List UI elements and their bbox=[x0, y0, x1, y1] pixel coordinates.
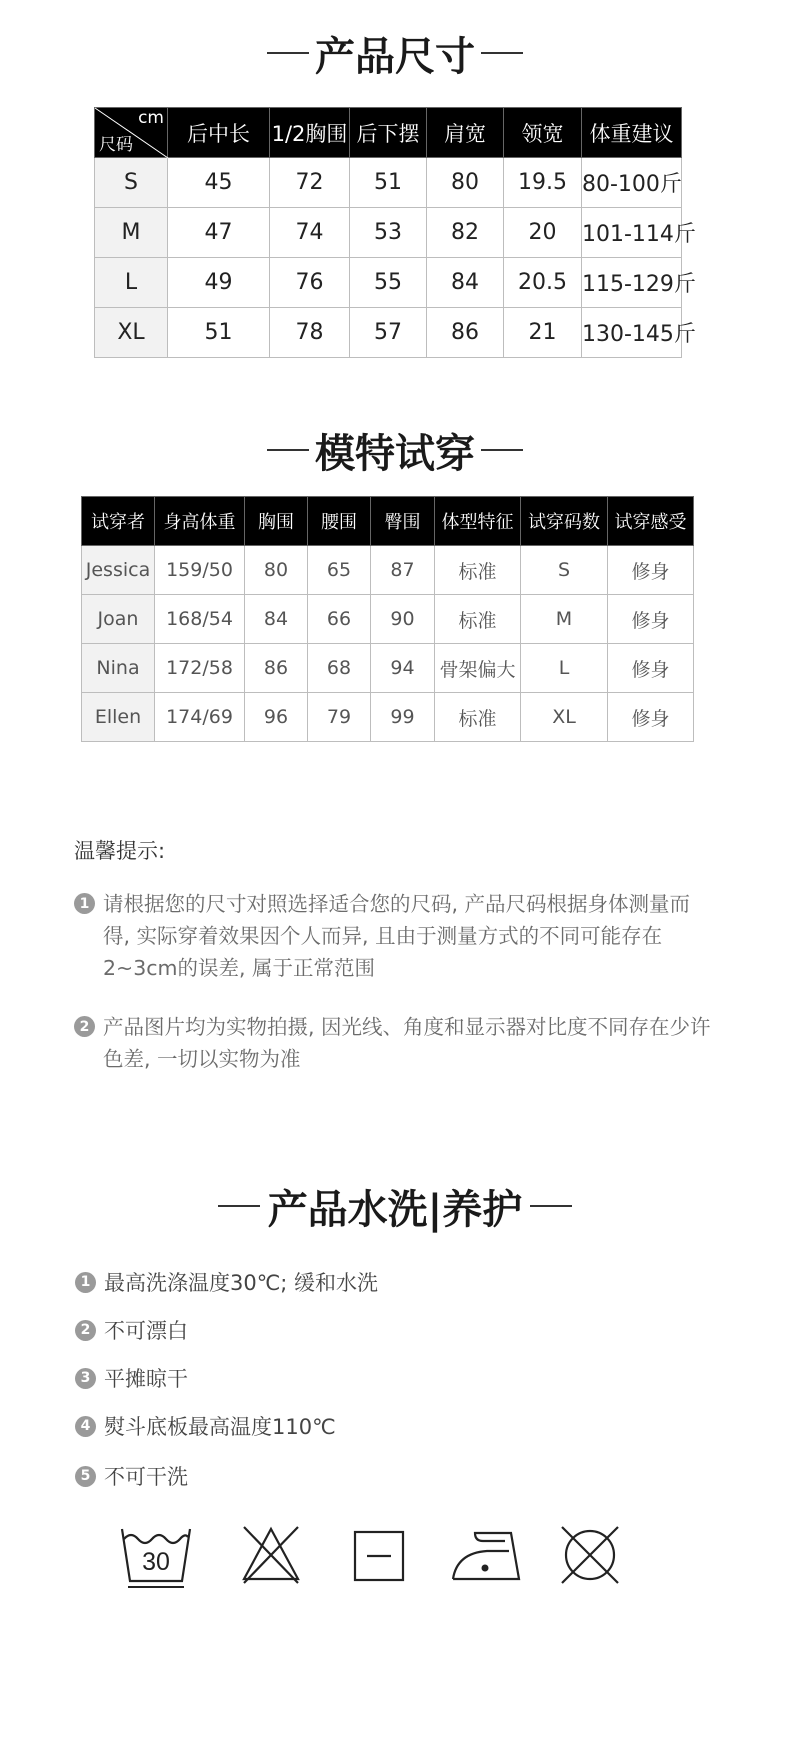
model-name: Jessica bbox=[82, 546, 155, 595]
size-table bbox=[94, 107, 696, 358]
title-left-dash bbox=[218, 1205, 260, 1207]
table-cell: 修身 bbox=[608, 595, 694, 644]
number-badge-icon: 2 bbox=[74, 1016, 95, 1037]
model-table-header-row bbox=[82, 497, 694, 546]
no-bleach-icon bbox=[240, 1523, 302, 1587]
care-item bbox=[75, 1363, 188, 1393]
table-row bbox=[95, 158, 682, 208]
care-item bbox=[75, 1267, 378, 1297]
size-header: 1/2胸围 bbox=[270, 108, 350, 158]
model-header: 试穿码数 bbox=[521, 497, 608, 546]
care-item bbox=[75, 1461, 188, 1491]
size-label: S bbox=[95, 158, 168, 208]
number-badge-icon: 5 bbox=[75, 1466, 96, 1487]
table-cell: S bbox=[521, 546, 608, 595]
table-cell: 172/58 bbox=[155, 644, 245, 693]
care-section-title bbox=[0, 1180, 790, 1232]
model-section-title bbox=[0, 425, 790, 475]
table-cell: 65 bbox=[308, 546, 371, 595]
size-header: 后中长 bbox=[168, 108, 270, 158]
table-cell: 57 bbox=[350, 308, 427, 358]
size-header: 体重建议 bbox=[582, 108, 682, 158]
table-cell: 21 bbox=[504, 308, 582, 358]
table-cell: 74 bbox=[270, 208, 350, 258]
table-cell: 68 bbox=[308, 644, 371, 693]
tip-text: 产品图片均为实物拍摄, 因光线、角度和显示器对比度不同存在少许色差, 一切以实物为准 bbox=[103, 1015, 711, 1071]
care-text: 不可干洗 bbox=[104, 1465, 188, 1489]
table-cell: 79 bbox=[308, 693, 371, 742]
table-cell: 53 bbox=[350, 208, 427, 258]
size-label: L bbox=[95, 258, 168, 308]
table-cell: 80-100斤 bbox=[582, 158, 682, 208]
table-cell: 115-129斤 bbox=[582, 258, 682, 308]
table-cell: 标准 bbox=[435, 693, 521, 742]
title-right-dash bbox=[481, 449, 523, 451]
corner-label: 尺码 bbox=[99, 135, 133, 155]
title-right-dash bbox=[481, 52, 523, 54]
table-cell: 55 bbox=[350, 258, 427, 308]
model-header: 试穿感受 bbox=[608, 497, 694, 546]
number-badge-icon: 3 bbox=[75, 1368, 96, 1389]
size-label: M bbox=[95, 208, 168, 258]
no-dry-clean-icon bbox=[558, 1523, 622, 1587]
table-cell: 99 bbox=[371, 693, 435, 742]
table-cell: 86 bbox=[427, 308, 504, 358]
number-badge-icon: 1 bbox=[74, 893, 95, 914]
table-row bbox=[82, 546, 694, 595]
table-row bbox=[82, 693, 694, 742]
model-header: 胸围 bbox=[245, 497, 308, 546]
table-cell: 修身 bbox=[608, 693, 694, 742]
care-text: 平摊晾干 bbox=[104, 1367, 188, 1391]
title-right-dash bbox=[530, 1205, 572, 1207]
table-cell: 标准 bbox=[435, 546, 521, 595]
table-cell: 19.5 bbox=[504, 158, 582, 208]
table-cell: 76 bbox=[270, 258, 350, 308]
table-cell: 87 bbox=[371, 546, 435, 595]
dry-flat-icon bbox=[352, 1523, 406, 1587]
model-header: 体型特征 bbox=[435, 497, 521, 546]
care-item bbox=[75, 1315, 188, 1345]
wash-temp-label: 30 bbox=[142, 1548, 170, 1576]
table-cell: 66 bbox=[308, 595, 371, 644]
size-title-text: 产品尺寸 bbox=[315, 33, 475, 80]
table-cell: 修身 bbox=[608, 644, 694, 693]
tip-text: 请根据您的尺寸对照选择适合您的尺码, 产品尺码根据身体测量而得, 实际穿着效果因个人而异, 且由于测量方式的不同可能存在2~3cm的误差, 属于正常范围 bbox=[103, 892, 691, 980]
table-row bbox=[82, 644, 694, 693]
model-name: Nina bbox=[82, 644, 155, 693]
tip-item bbox=[74, 888, 714, 984]
size-header: 后下摆 bbox=[350, 108, 427, 158]
table-cell: 96 bbox=[245, 693, 308, 742]
table-cell: 101-114斤 bbox=[582, 208, 682, 258]
table-row bbox=[95, 258, 682, 308]
care-text: 不可漂白 bbox=[104, 1319, 188, 1343]
table-cell: 标准 bbox=[435, 595, 521, 644]
table-cell: 80 bbox=[427, 158, 504, 208]
table-cell: 49 bbox=[168, 258, 270, 308]
table-cell: M bbox=[521, 595, 608, 644]
model-header: 试穿者 bbox=[82, 497, 155, 546]
table-cell: 94 bbox=[371, 644, 435, 693]
table-cell: XL bbox=[521, 693, 608, 742]
table-cell: 80 bbox=[245, 546, 308, 595]
size-header: 肩宽 bbox=[427, 108, 504, 158]
number-badge-icon: 1 bbox=[75, 1272, 96, 1293]
table-cell: 84 bbox=[245, 595, 308, 644]
size-label: XL bbox=[95, 308, 168, 358]
model-header: 臀围 bbox=[371, 497, 435, 546]
table-cell: 82 bbox=[427, 208, 504, 258]
tip-item bbox=[74, 1011, 714, 1075]
table-cell: 86 bbox=[245, 644, 308, 693]
size-table-header-row bbox=[95, 108, 682, 158]
table-cell: 修身 bbox=[608, 546, 694, 595]
size-table-corner bbox=[95, 108, 168, 158]
model-title-text: 模特试穿 bbox=[315, 430, 475, 477]
model-name: Joan bbox=[82, 595, 155, 644]
table-row bbox=[95, 308, 682, 358]
table-cell: 168/54 bbox=[155, 595, 245, 644]
corner-unit: cm bbox=[138, 108, 164, 128]
title-left-dash bbox=[267, 449, 309, 451]
table-cell: 45 bbox=[168, 158, 270, 208]
care-text: 熨斗底板最高温度110℃ bbox=[104, 1415, 336, 1439]
table-cell: 90 bbox=[371, 595, 435, 644]
model-header: 身高体重 bbox=[155, 497, 245, 546]
table-cell: 78 bbox=[270, 308, 350, 358]
model-name: Ellen bbox=[82, 693, 155, 742]
table-cell: L bbox=[521, 644, 608, 693]
table-cell: 51 bbox=[350, 158, 427, 208]
table-cell: 159/50 bbox=[155, 546, 245, 595]
table-cell: 47 bbox=[168, 208, 270, 258]
table-cell: 84 bbox=[427, 258, 504, 308]
tips-heading: 温馨提示: bbox=[74, 839, 166, 863]
table-cell: 130-145斤 bbox=[582, 308, 682, 358]
table-cell: 20 bbox=[504, 208, 582, 258]
table-row bbox=[95, 208, 682, 258]
table-cell: 51 bbox=[168, 308, 270, 358]
size-header: 领宽 bbox=[504, 108, 582, 158]
table-cell: 20.5 bbox=[504, 258, 582, 308]
table-cell: 72 bbox=[270, 158, 350, 208]
title-left-dash bbox=[267, 52, 309, 54]
care-text: 最高洗涤温度30℃; 缓和水洗 bbox=[104, 1271, 379, 1295]
care-item bbox=[75, 1411, 336, 1441]
care-title-text: 产品水洗|养护 bbox=[267, 1186, 523, 1233]
size-section-title bbox=[0, 28, 790, 78]
table-cell: 174/69 bbox=[155, 693, 245, 742]
iron-low-icon bbox=[449, 1523, 523, 1587]
table-row bbox=[82, 595, 694, 644]
table-cell: 骨架偏大 bbox=[435, 644, 521, 693]
model-header: 腰围 bbox=[308, 497, 371, 546]
wash-30-icon bbox=[118, 1523, 194, 1591]
number-badge-icon: 2 bbox=[75, 1320, 96, 1341]
number-badge-icon: 4 bbox=[75, 1416, 96, 1437]
model-table bbox=[81, 496, 694, 742]
